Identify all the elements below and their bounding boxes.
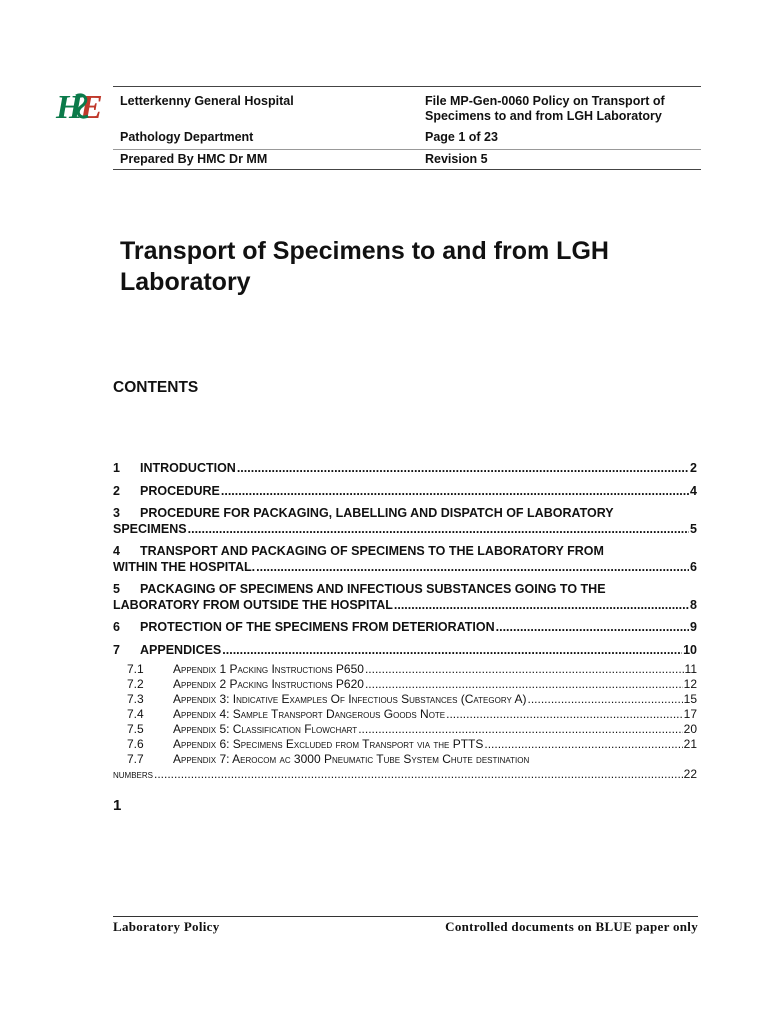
svg-text:E: E <box>80 89 103 126</box>
svg-text:H: H <box>56 89 83 126</box>
table-of-contents <box>113 461 697 782</box>
section-number: 1 <box>113 797 122 814</box>
toc-entry[interactable]: 4 TRANSPORT AND PACKAGING OF SPECIMENS TO THE LABORATORY FROM WITHIN THE HOSPITAL. ..... 6 <box>113 544 697 575</box>
document-header <box>113 86 701 170</box>
department-name: Pathology Department <box>120 130 254 144</box>
toc-entry[interactable]: 7 APPENDICES ..... 10 <box>113 643 697 659</box>
footer-left: Laboratory Policy <box>113 919 220 934</box>
document-title: Transport of Specimens to and from LGH Laboratory <box>120 237 609 296</box>
toc-subentry[interactable]: 7.6 Appendix 6: Specimens Excluded from Transport via the PTTS ..... 21 <box>113 737 697 752</box>
toc-entry[interactable]: 5 PACKAGING OF SPECIMENS AND INFECTIOUS SUBSTANCES GOING TO THE LABORATORY FROM OUTSIDE THE HOSPITAL ..... 8 <box>113 582 697 613</box>
page-indicator: Page 1 of 23 <box>425 130 498 144</box>
contents-heading: CONTENTS <box>113 379 199 396</box>
toc-entry[interactable]: 3 PROCEDURE FOR PACKAGING, LABELLING AND DISPATCH OF LABORATORY SPECIMENS ..... 5 <box>113 506 697 537</box>
appendix-list <box>113 662 697 782</box>
toc-entry[interactable]: 2 PROCEDURE ..... 4 <box>113 484 697 500</box>
toc-entry[interactable]: 6 PROTECTION OF THE SPECIMENS FROM DETERIORATION ..... 9 <box>113 620 697 636</box>
toc-subentry[interactable]: 7.4 Appendix 4: Sample Transport Dangerous Goods Note ..... 17 <box>113 707 697 722</box>
revision: Revision 5 <box>425 152 488 166</box>
prepared-by: Prepared By HMC Dr MM <box>120 152 268 166</box>
toc-subentry[interactable]: 7.7 Appendix 7: Aerocom ac 3000 Pneumatic Tube System Chute destination numbers ..... 22 <box>113 752 697 782</box>
hospital-name: Letterkenny General Hospital <box>120 94 294 108</box>
page-footer <box>113 916 698 935</box>
hse-logo <box>54 86 106 126</box>
footer-right: Controlled documents on BLUE paper only <box>445 919 698 934</box>
toc-entry[interactable]: 1 INTRODUCTION ..... 2 <box>113 461 697 477</box>
toc-subentry[interactable]: 7.3 Appendix 3: Indicative Examples Of Infectious Substances (Category A) ..... 15 <box>113 692 697 707</box>
toc-subentry[interactable]: 7.2 Appendix 2 Packing Instructions P620 ..... 12 <box>113 677 697 692</box>
toc-subentry[interactable]: 7.5 Appendix 5: Classification Flowchart ..... 20 <box>113 722 697 737</box>
file-reference: File MP-Gen-0060 Policy on Transport of Specimens to and from LGH Laboratory <box>425 94 665 123</box>
toc-subentry[interactable]: 7.1 Appendix 1 Packing Instructions P650 ..... 11 <box>113 662 697 677</box>
